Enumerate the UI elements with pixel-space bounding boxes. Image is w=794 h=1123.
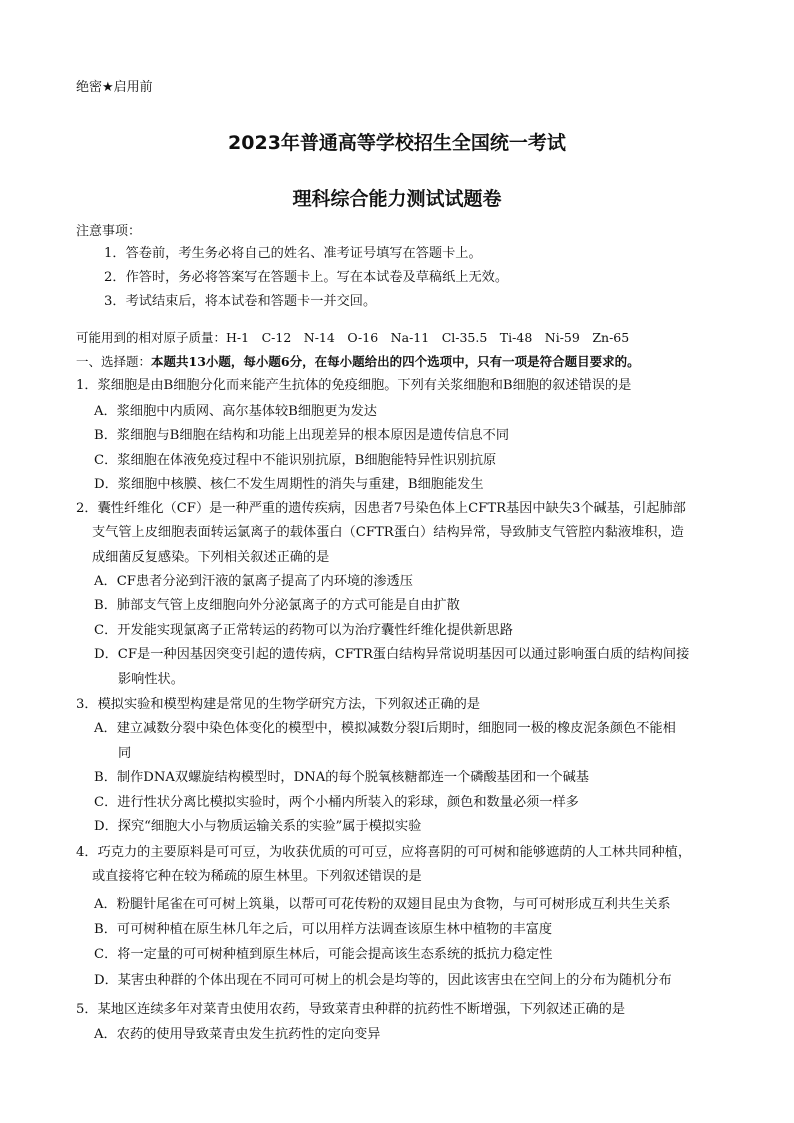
- option-d-cont: 影响性状。: [118, 672, 184, 687]
- option-c: C．浆细胞在体液免疫过程中不能识别抗原，B细胞能特异性识别抗原: [94, 453, 497, 468]
- notes-heading: 注意事项：: [76, 224, 142, 239]
- option-a: A．浆细胞中内质网、高尔基体较B细胞更为发达: [94, 404, 377, 419]
- question-stem: 1．浆细胞是由B细胞分化而来能产生抗体的免疫细胞。下列有关浆细胞和B细胞的叙述错误的是: [76, 378, 632, 393]
- option-b: B．可可树种植在原生林几年之后，可以用样方法调查该原生林中植物的丰富度: [94, 922, 553, 937]
- option-a: A．CF患者分泌到汗液的氯离子提高了内环境的渗透压: [94, 574, 413, 589]
- section-heading: [76, 354, 640, 370]
- question-stem: 3．模拟实验和模型构建是常见的生物学研究方法，下列叙述正确的是: [76, 697, 481, 712]
- option-c: C．将一定量的可可树种植到原生林后，可能会提高该生态系统的抵抗力稳定性: [94, 947, 553, 962]
- question-stem: 4．巧克力的主要原料是可可豆，为收获优质的可可豆，应将喜阴的可可树和能够遮荫的人工林共同种植，: [76, 845, 692, 860]
- note-item: 3．考试结束后，将本试卷和答题卡一并交回。: [104, 294, 377, 309]
- exam-title: 2023年普通高等学校招生全国统一考试: [228, 132, 566, 154]
- option-b: B．肺部支气管上皮细胞向外分泌氯离子的方式可能是自由扩散: [94, 598, 460, 613]
- option-d: D．某害虫种群的个体出现在不同可可树上的机会是均等的，因此该害虫在空间上的分布为随机分布: [94, 973, 672, 988]
- option-a: A．农药的使用导致菜青虫发生抗药性的定向变异: [94, 1027, 381, 1042]
- question-stem-cont: 或直接将它种在较为稀疏的原生林里。下列叙述错误的是: [92, 869, 422, 884]
- exam-subtitle: 理科综合能力测试试题卷: [292, 188, 502, 210]
- secret-label: 绝密★启用前: [76, 80, 153, 95]
- option-a: A．粉腿针尾雀在可可树上筑巢，以帮可可花传粉的双翅目昆虫为食物，与可可树形成互利共生关系: [94, 897, 671, 912]
- option-b: B．浆细胞与B细胞在结构和功能上出现差异的根本原因是遗传信息不同: [94, 428, 510, 443]
- note-item: 1．答卷前，考生务必将自己的姓名、准考证号填写在答题卡上。: [104, 246, 482, 261]
- option-c: C．开发能实现氯离子正常转运的药物可以为治疗囊性纤维化提供新思路: [94, 623, 513, 638]
- question-stem: 5．某地区连续多年对菜青虫使用农药，导致菜青虫种群的抗药性不断增强，下列叙述正确的是: [76, 1002, 626, 1017]
- option-b: B．制作DNA双螺旋结构模型时，DNA的每个脱氧核糖都连一个磷酸基团和一个碱基: [94, 770, 589, 785]
- option-d: D．浆细胞中核膜、核仁不发生周期性的消失与重建，B细胞能发生: [94, 477, 484, 492]
- question-stem: 2．囊性纤维化（CF）是一种严重的遗传疾病，因患者7号染色体上CFTR基因中缺失3个碱基，引起肺部: [76, 501, 686, 516]
- atomic-masses: 可能用到的相对原子质量：H-1 C-12 N-14 O-16 Na-11 Cl-35.5 Ti-48 Ni-59 Zn-65: [76, 330, 630, 345]
- option-c: C．进行性状分离比模拟实验时，两个小桶内所装入的彩球，颜色和数量必须一样多: [94, 795, 579, 810]
- question-stem-cont: 成细菌反复感染。下列相关叙述正确的是: [92, 550, 330, 565]
- option-a-cont: 同: [118, 746, 132, 761]
- option-d: D．CF是一种因基因突变引起的遗传病，CFTR蛋白结构异常说明基因可以通过影响蛋白质的结构间接: [94, 647, 690, 662]
- note-item: 2．作答时，务必将答案写在答题卡上。写在本试卷及草稿纸上无效。: [104, 270, 509, 285]
- option-a: A．建立减数分裂中染色体变化的模型中，模拟减数分裂Ⅰ后期时，细胞同一极的橡皮泥条颜色不能相: [94, 721, 676, 736]
- section-instructions: 本题共13小题，每小题6分，在每小题给出的四个选项中，只有一项是符合题目要求的。: [151, 354, 640, 369]
- section-prefix: 一、选择题：: [76, 354, 152, 369]
- option-d: D．探究“细胞大小与物质运输关系的实验”属于模拟实验: [94, 819, 422, 834]
- question-stem-cont: 支气管上皮细胞表面转运氯离子的载体蛋白（CFTR蛋白）结构异常，导致肺支气管腔内黏液堆积，造: [92, 525, 684, 540]
